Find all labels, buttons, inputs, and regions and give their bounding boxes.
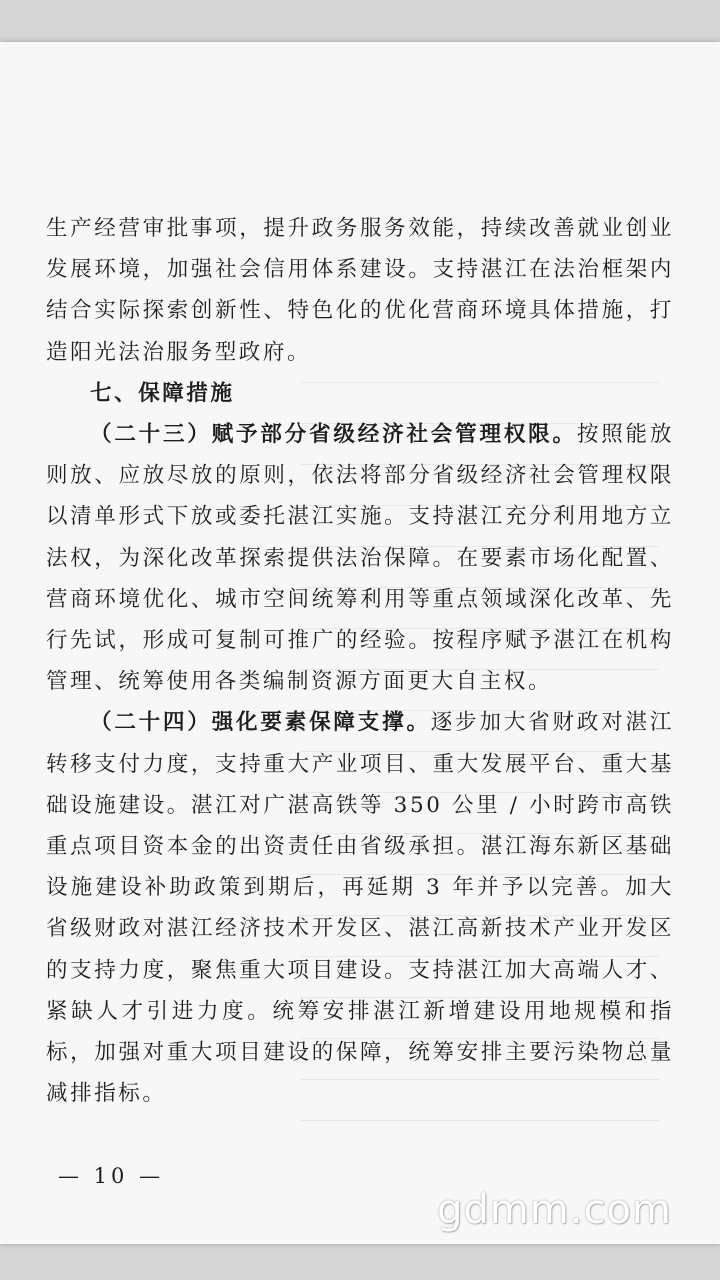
item-23-text: 按照能放则放、应放尽放的原则，依法将部分省级经济社会管理权限以清单形式下放或委托湛江实施。支持湛江充分利用地方立法权，为深化改革探索提供法治保障。在要素市场化配置、营商环境优化、城市空间统筹利用等重点领域深化改革、先行先试，形成可复制可推广的经验。按程序赋予湛江在机构管理、统筹使用各类编制资源方面更大自主权。: [46, 422, 674, 695]
paragraph-1: 生产经营审批事项，提升政务服务效能，持续改善就业创业发展环境，加强社会信用体系建设。支持湛江在法治框架内结合实际探索创新性、特色化的优化营商环境具体措施，打造阳光法治服务型政府。: [46, 216, 674, 365]
item-23-paragraph: [46, 414, 674, 702]
site-watermark: gdmm.com: [437, 1187, 672, 1233]
section-heading: 七、保障措施: [90, 380, 235, 406]
document-page: [0, 42, 720, 1244]
item-24-lead: （二十四）强化要素保障支撑。: [90, 710, 431, 736]
document-body: [46, 208, 674, 1114]
item-23-lead: （二十三）赋予部分省级经济社会管理权限。: [90, 422, 577, 448]
item-24-paragraph: [46, 702, 674, 1114]
item-24-text: 逐步加大省财政对湛江转移支付力度，支持重大产业项目、重大发展平台、重大基础设施建设。湛江对广湛高铁等 350 公里 / 小时跨市高铁重点项目资本金的出资责任由省级承担。湛江海东新区基础设施建设补助政策到期后，再延期 3 年并予以完善。加大省级财政对湛江经济技术开发区、湛江高新技术产业开发区的支持力度，聚焦重大项目建设。支持湛江加大高端人才、紧缺人才引进力度。统筹安排湛江新增建设用地规模和指标，加强对重大项目建设的保障，统筹安排主要污染物总量减排指标。: [46, 710, 674, 1107]
page-number: — 10 —: [58, 1164, 165, 1188]
